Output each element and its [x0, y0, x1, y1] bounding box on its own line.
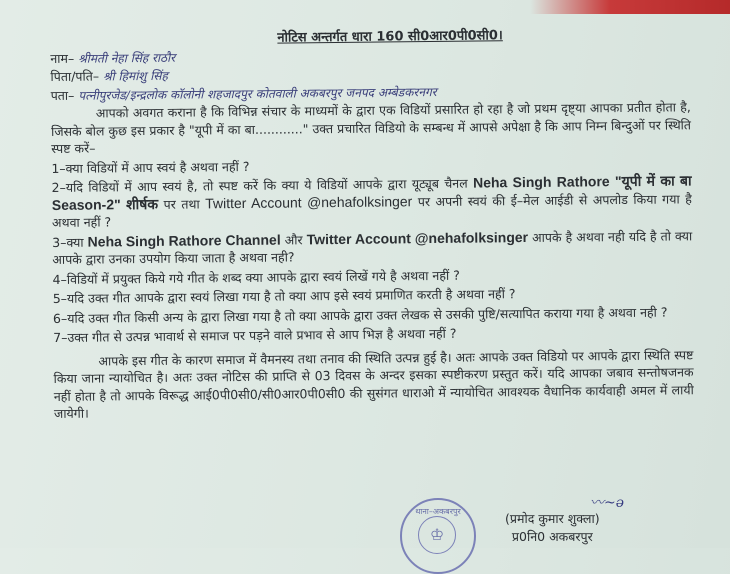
father-value: श्री हिमांशु सिंह: [103, 68, 168, 84]
official-seal: [400, 498, 476, 574]
question-7: 7–उक्त गीत से उत्पन्न भावार्थ से समाज पर पड़ने वाले प्रभाव से आप भिज्ञ है अथवा नहीं ?: [53, 325, 457, 345]
q3-text-b: आपके है अथवा नही यदि है तो क्या आपके द्वारा उनका उपयोग किया जाता है अथवा नही?: [52, 227, 693, 267]
question-1: 1–क्या विडियों में आप स्वयं है अथवा नहीं ?: [51, 158, 250, 176]
q3-channel: Neha Singh Rathore Channel: [87, 231, 281, 250]
q2-twitter: Twitter Account @nehafolksinger: [205, 192, 413, 211]
conclusion-paragraph: आपके इस गीत के कारण समाज में वैमनस्य तथा तनाव की स्थिति उत्पन्न हुई है। अतः आपके उक्त विडियो पर आपके द्वारा स्थिति स्पष्ट किया जाना न्यायोचित है। अतः उक्त नोटिस की प्राप्ति से 03 दिवस के अन्दर इसका स्पष्टीकरण प्रस्तुत करें। यदि आपका जबाव सन्तोषजनक नहीं होता है तो आपके विरूद्ध आई0पी0सी0/सी0आर0पी0सी0 की सुसंगत धाराओ में न्यायोचित आवश्यक वैधानिक कार्यवाही अमल में लायी जायेगी।: [53, 346, 694, 421]
q2-text: 2–यदि विडियों में आप स्वयं है, तो स्पष्ट करें कि क्या ये विडियों आपके द्वारा यूट्यूब चैनल: [51, 175, 468, 195]
q3-and: और: [284, 231, 303, 248]
question-2: [52, 172, 693, 231]
handwritten-signature: 〰~ə: [590, 495, 625, 511]
question-6: 6–यदि उक्त गीत किसी अन्य के द्वारा लिखा गया है तो क्या आपके द्वारा उक्त लेखक से उसकी पुष्टि/सत्यापित कराया गया है अथवा नही ?: [52, 304, 668, 326]
background-red-object: [530, 0, 730, 14]
seal-text: थाना–अकबरपुर: [415, 507, 461, 516]
q3-twitter: Twitter Account @nehafolksinger: [306, 228, 529, 247]
intro-paragraph: आपको अवगत कराना है कि विभिन्न संचार के माध्यमों के द्वारा एक विडियों प्रसारित हो रहा है जो प्रथम दृष्ट्या आपका प्रतीत होता है, जिसके बोल कुछ इस प्रकार है "यूपी में का बा............" उक्त प्रचारित विडियो के सम्बन्ध में आपसे अपेक्षा है कि आप निम्न बिन्दुओं पर स्थिति स्पष्ट करें–: [50, 99, 692, 156]
notice-title: नोटिस अन्तर्गत धारा 160 सी0आर0पी0सी0।: [277, 28, 503, 46]
question-4: 4–विडियों में प्रयुक्त किये गये गीत के शब्द क्या आपके द्वारा स्वयं लिखें गये है अथवा नहीं ?: [52, 267, 460, 287]
q2-text-c: पर अपनी स्वयं की ई–मेल आईडी से अपलोड किया गया है अथवा नहीं ?: [51, 190, 692, 230]
emblem-icon: ♔: [418, 516, 456, 554]
q3-text: 3–क्या: [52, 234, 84, 250]
signatory-designation: प्र0नि0 अकबरपुर: [511, 529, 593, 544]
name-label: नाम–: [50, 50, 75, 66]
signatory-name: (प्रमोद कुमार शुक्ला): [505, 511, 600, 526]
address-value: पत्नीपुरजेड/इन्द्रलोक कॉलोनी शहजादपुर कोतवाली अकबरपुर जनपद अम्बेडकरनगर: [78, 84, 437, 103]
signature-block: [505, 510, 600, 546]
name-value: श्रीमती नेहा सिंह राठौर: [78, 50, 176, 66]
q2-text-b: पर तथा: [163, 195, 200, 212]
father-label: पिता/पति–: [50, 68, 100, 84]
notice-document: [50, 25, 694, 422]
q2-channel: Neha Singh Rathore "यूपी में का बा Season-2" शीर्षक: [51, 172, 692, 213]
address-label: पता–: [50, 87, 75, 103]
question-5: 5–यदि उक्त गीत आपके द्वारा स्वयं लिखा गया है तो क्या आप इसे स्वयं प्रमाणित करती है अथवा नहीं ?: [52, 286, 516, 306]
question-3: [52, 227, 692, 269]
